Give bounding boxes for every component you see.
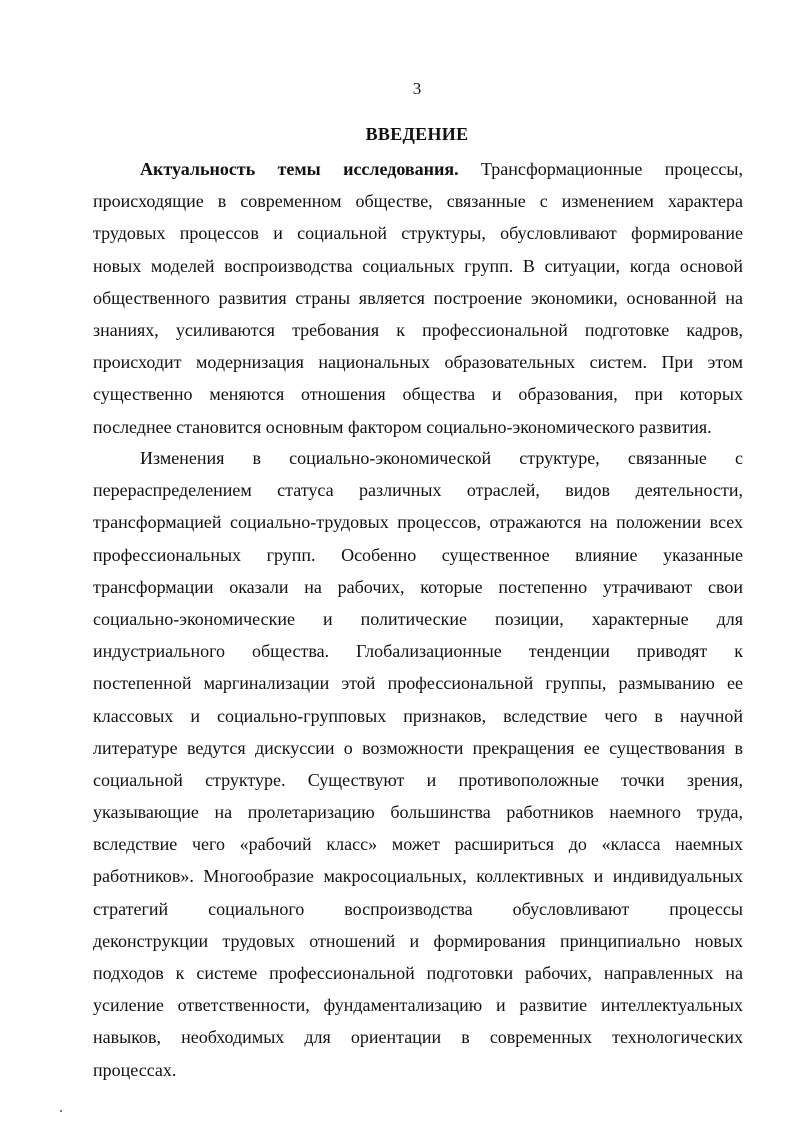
text-line: социальной структуре. Существуют и противоположные точки зрения, bbox=[93, 769, 743, 790]
text-line: усиление ответственности, фундаментализацию и развитие интеллектуальных bbox=[93, 995, 743, 1016]
text-line: общественного развития страны является построение экономики, основанной на bbox=[93, 287, 743, 308]
text-line: происходит модернизация национальных образовательных систем. При этом bbox=[93, 352, 743, 373]
text-line: трудовых процессов и социальной структуры, обусловливают формирование bbox=[93, 223, 743, 244]
text-line: процессах. bbox=[93, 1059, 177, 1080]
text-line: новых моделей воспроизводства социальных групп. В ситуации, когда основой bbox=[93, 255, 743, 276]
text-line: профессиональных групп. Особенно существенное влияние указанные bbox=[93, 544, 743, 565]
text-line: вследствие чего «рабочий класс» может расшириться до «класса наемных bbox=[93, 834, 743, 855]
text-line: деконструкции трудовых отношений и формирования принципиально новых bbox=[93, 930, 743, 951]
text-line: постепенной маргинализации этой профессиональной группы, размыванию ее bbox=[93, 673, 743, 694]
text-line: работников». Многообразие макросоциальных, коллективных и индивидуальных bbox=[93, 866, 743, 887]
page-number: 3 bbox=[412, 79, 422, 98]
text-line: последнее становится основным фактором социально-экономического развития. bbox=[93, 416, 712, 437]
text-line: трансформацией социально-трудовых процессов, отражаются на положении всех bbox=[93, 512, 743, 533]
text-line: подходов к системе профессиональной подготовки рабочих, направленных на bbox=[93, 963, 743, 983]
text-line: трансформации оказали на рабочих, которые постепенно утрачивают свои bbox=[93, 576, 743, 597]
text-line: указывающие на пролетаризацию большинства работников наемного труда, bbox=[93, 802, 743, 823]
text-line: Изменения в социально-экономической структуре, связанные с bbox=[140, 448, 743, 468]
text-line: существенно меняются отношения общества и образования, при которых bbox=[93, 384, 743, 405]
text-line: навыков, необходимых для ориентации в современных технологических bbox=[93, 1027, 743, 1048]
text-line: знаниях, усиливаются требования к профессиональной подготовке кадров, bbox=[93, 319, 743, 340]
text-line bbox=[93, 153, 743, 185]
scan-speck bbox=[60, 1110, 62, 1112]
paragraph-relevance bbox=[93, 153, 743, 443]
text-line: происходящие в современном обществе, связанные с изменением характера bbox=[93, 191, 743, 212]
text-line: стратегий социального воспроизводства обусловливают процессы bbox=[93, 898, 743, 919]
section-heading: ВВЕДЕНИЕ bbox=[365, 124, 469, 144]
text-line-content: Трансформационные процессы, bbox=[480, 159, 743, 179]
paragraph-changes bbox=[93, 442, 743, 1086]
text-line: классовых и социально-групповых признаков, вследствие чего в научной bbox=[93, 705, 743, 726]
text-line: социально-экономические и политические позиции, характерные для bbox=[93, 608, 743, 629]
lead-in-bold: Актуальность темы исследования. bbox=[140, 159, 459, 179]
text-line: индустриального общества. Глобализационные тенденции приводят к bbox=[93, 641, 743, 662]
text-line: перераспределением статуса различных отраслей, видов деятельности, bbox=[93, 480, 743, 501]
text-line: литературе ведутся дискуссии о возможности прекращения ее существования в bbox=[93, 737, 743, 758]
